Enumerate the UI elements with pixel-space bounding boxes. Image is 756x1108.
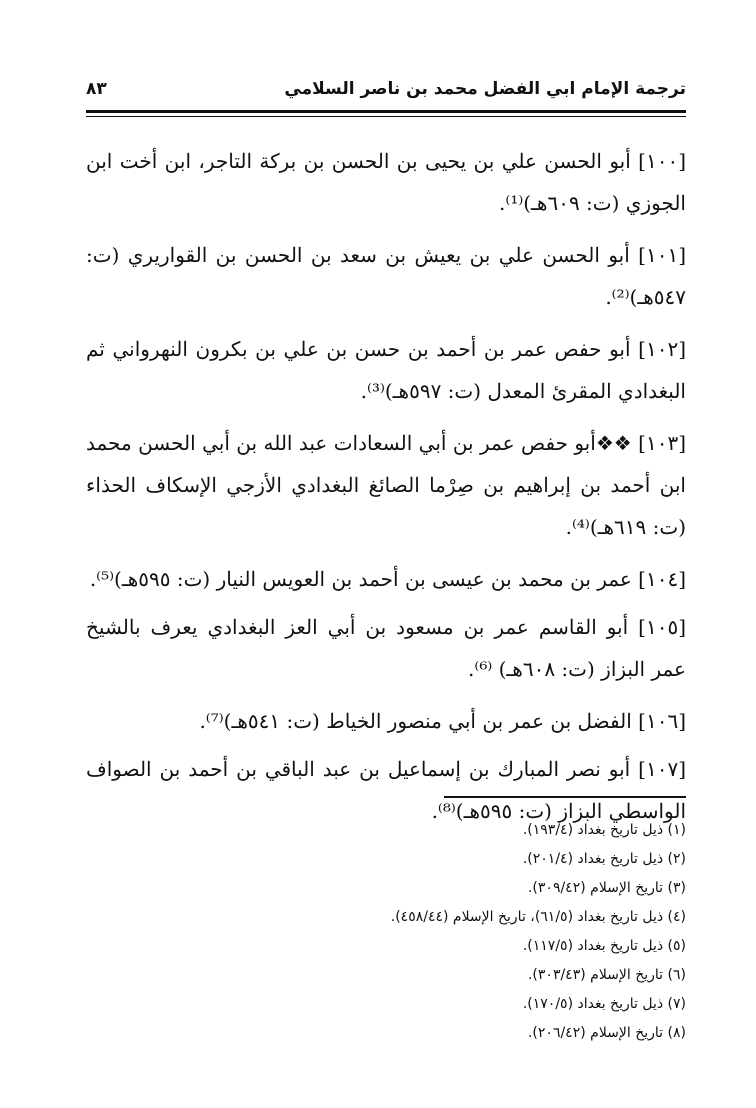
entries-list xyxy=(86,140,686,842)
footnote-6: (٦) تاريخ الإسلام (٣٠٣/٤٣). xyxy=(527,967,686,983)
page-number: ٨٣ xyxy=(86,79,107,99)
entry-104: [١٠٤] عمر بن محمد بن عيسى بن أحمد بن العويس النيار (ت: ٥٩٥هـ)⁽⁵⁾. xyxy=(89,567,686,591)
footnote-4: (٤) ذيل تاريخ بغداد (٦١/٥)، تاريخ الإسلام (٤٥٨/٤٤). xyxy=(390,909,686,925)
running-header xyxy=(86,76,686,106)
entry-107: [١٠٧] أبو نصر المبارك بن إسماعيل بن عبد الباقي بن أحمد بن الصواف الواسطي البزاز (ت: ٥٩٥هـ)⁽⁸⁾. xyxy=(86,757,686,823)
footnote-2: (٢) ذيل تاريخ بغداد (٢٠١/٤). xyxy=(522,851,686,867)
footnote-8: (٨) تاريخ الإسلام (٢٠٦/٤٢). xyxy=(527,1025,686,1041)
header-rule-thin xyxy=(86,116,686,117)
header-rule-thick xyxy=(86,110,686,113)
footnote-7: (٧) ذيل تاريخ بغداد (١٧٠/٥). xyxy=(522,996,686,1012)
footnote-1: (١) ذيل تاريخ بغداد (١٩٣/٤). xyxy=(522,822,686,838)
footnotes-list xyxy=(86,816,686,1048)
entry-100: [١٠٠] أبو الحسن علي بن يحيى بن الحسن بن بركة التاجر، ابن أخت ابن الجوزي (ت: ٦٠٩هـ)⁽¹⁾. xyxy=(86,149,686,215)
footnote-3: (٣) تاريخ الإسلام (٣٠٩/٤٢). xyxy=(527,880,686,896)
entry-102: [١٠٢] أبو حفص عمر بن أحمد بن حسن بن علي بن بكرون النهرواني ثم البغدادي المقرئ المعدل (ت: ٥٩٧هـ)⁽³⁾. xyxy=(86,337,686,403)
entry-103: [١٠٣] ❖❖أبو حفص عمر بن أبي السعادات عبد الله بن أبي الحسن محمد ابن أحمد بن إبراهيم بن صِرْما الصائغ البغدادي الأزجي الإسكاف الحذاء (ت: ٦١٩هـ)⁽⁴⁾. xyxy=(86,431,686,539)
entry-105: [١٠٥] أبو القاسم عمر بن مسعود بن أبي العز البغدادي يعرف بالشيخ عمر البزاز (ت: ٦٠٨هـ) ⁽⁶⁾. xyxy=(86,615,686,681)
footnote-separator xyxy=(444,796,686,798)
footnote-5: (٥) ذيل تاريخ بغداد (١١٧/٥). xyxy=(522,938,686,954)
entry-101: [١٠١] أبو الحسن علي بن يعيش بن سعد بن الحسن بن القواريري (ت: ٥٤٧هـ)⁽²⁾. xyxy=(86,243,686,309)
entry-106: [١٠٦] الفضل بن عمر بن أبي منصور الخياط (ت: ٥٤١هـ)⁽⁷⁾. xyxy=(199,709,686,733)
running-header-title: ترجمة الإمام ابي الفضل محمد بن ناصر السلامي xyxy=(284,79,686,99)
